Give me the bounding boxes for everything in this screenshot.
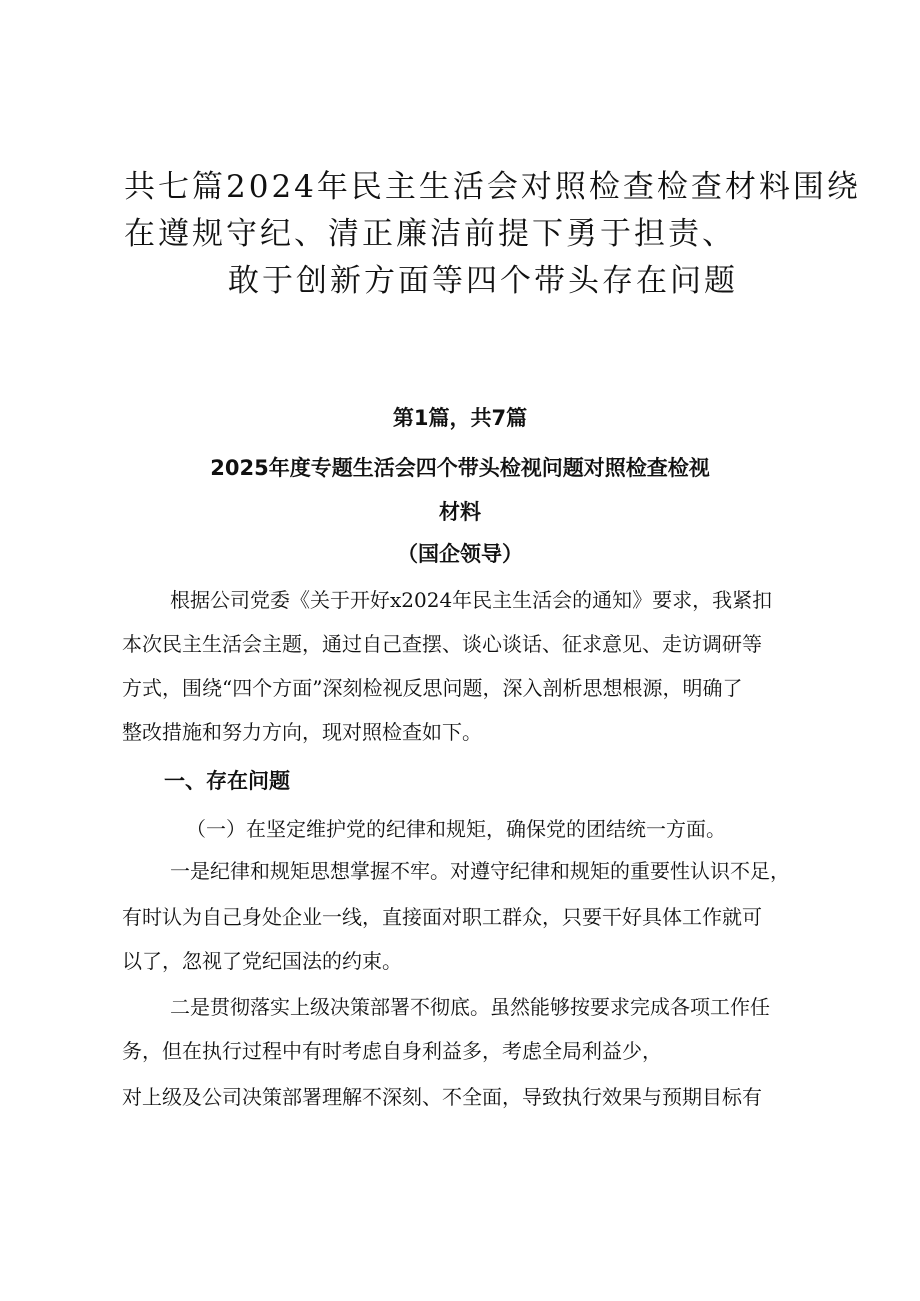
subtitle-line-1: 2025年度专题生活会四个带头检视问题对照检查检视 xyxy=(210,456,710,480)
subsection-heading: （一）在坚定维护党的纪律和规矩，确保党的团结统一方面。 xyxy=(186,817,726,841)
title-line-1: 共七篇2024年民主生活会对照检查检查材料围绕 xyxy=(124,169,861,205)
subtitle-note: （国企领导） xyxy=(397,542,523,566)
part-label: 第1篇，共7篇 xyxy=(392,406,528,430)
point2-line-3: 对上级及公司决策部署理解不深刻、不全面，导致执行效果与预期目标有 xyxy=(122,1085,762,1109)
intro-line-4: 整改措施和努力方向，现对照检查如下。 xyxy=(122,720,482,744)
point1-line-3: 以了，忽视了党纪国法的约束。 xyxy=(122,949,402,973)
point2-line-2: 务，但在执行过程中有时考虑自身利益多，考虑全局利益少， xyxy=(122,1039,662,1063)
point1-line-2: 有时认为自己身处企业一线，直接面对职工群众，只要干好具体工作就可 xyxy=(122,905,762,929)
intro-line-3: 方式，围绕“四个方面”深刻检视反思问题，深入剖析思想根源，明确了 xyxy=(122,676,743,700)
title-line-2: 在遵规守纪、清正廉洁前提下勇于担责、 xyxy=(124,216,736,252)
subtitle-line-2: 材料 xyxy=(439,500,481,524)
section-heading: 一、存在问题 xyxy=(164,769,290,793)
title-line-3: 敢于创新方面等四个带头存在问题 xyxy=(228,263,738,299)
intro-line-2: 本次民主生活会主题，通过自己查摆、谈心谈话、征求意见、走访调研等 xyxy=(122,632,762,656)
point2-line-1: 二是贯彻落实上级决策部署不彻底。虽然能够按要求完成各项工作任 xyxy=(170,995,770,1019)
document-title xyxy=(0,164,920,305)
intro-line-1: 根据公司党委《关于开好x2024年民主生活会的通知》要求，我紧扣 xyxy=(170,588,773,612)
point1-line-1: 一是纪律和规矩思想掌握不牢。对遵守纪律和规矩的重要性认识不足， xyxy=(170,859,790,883)
